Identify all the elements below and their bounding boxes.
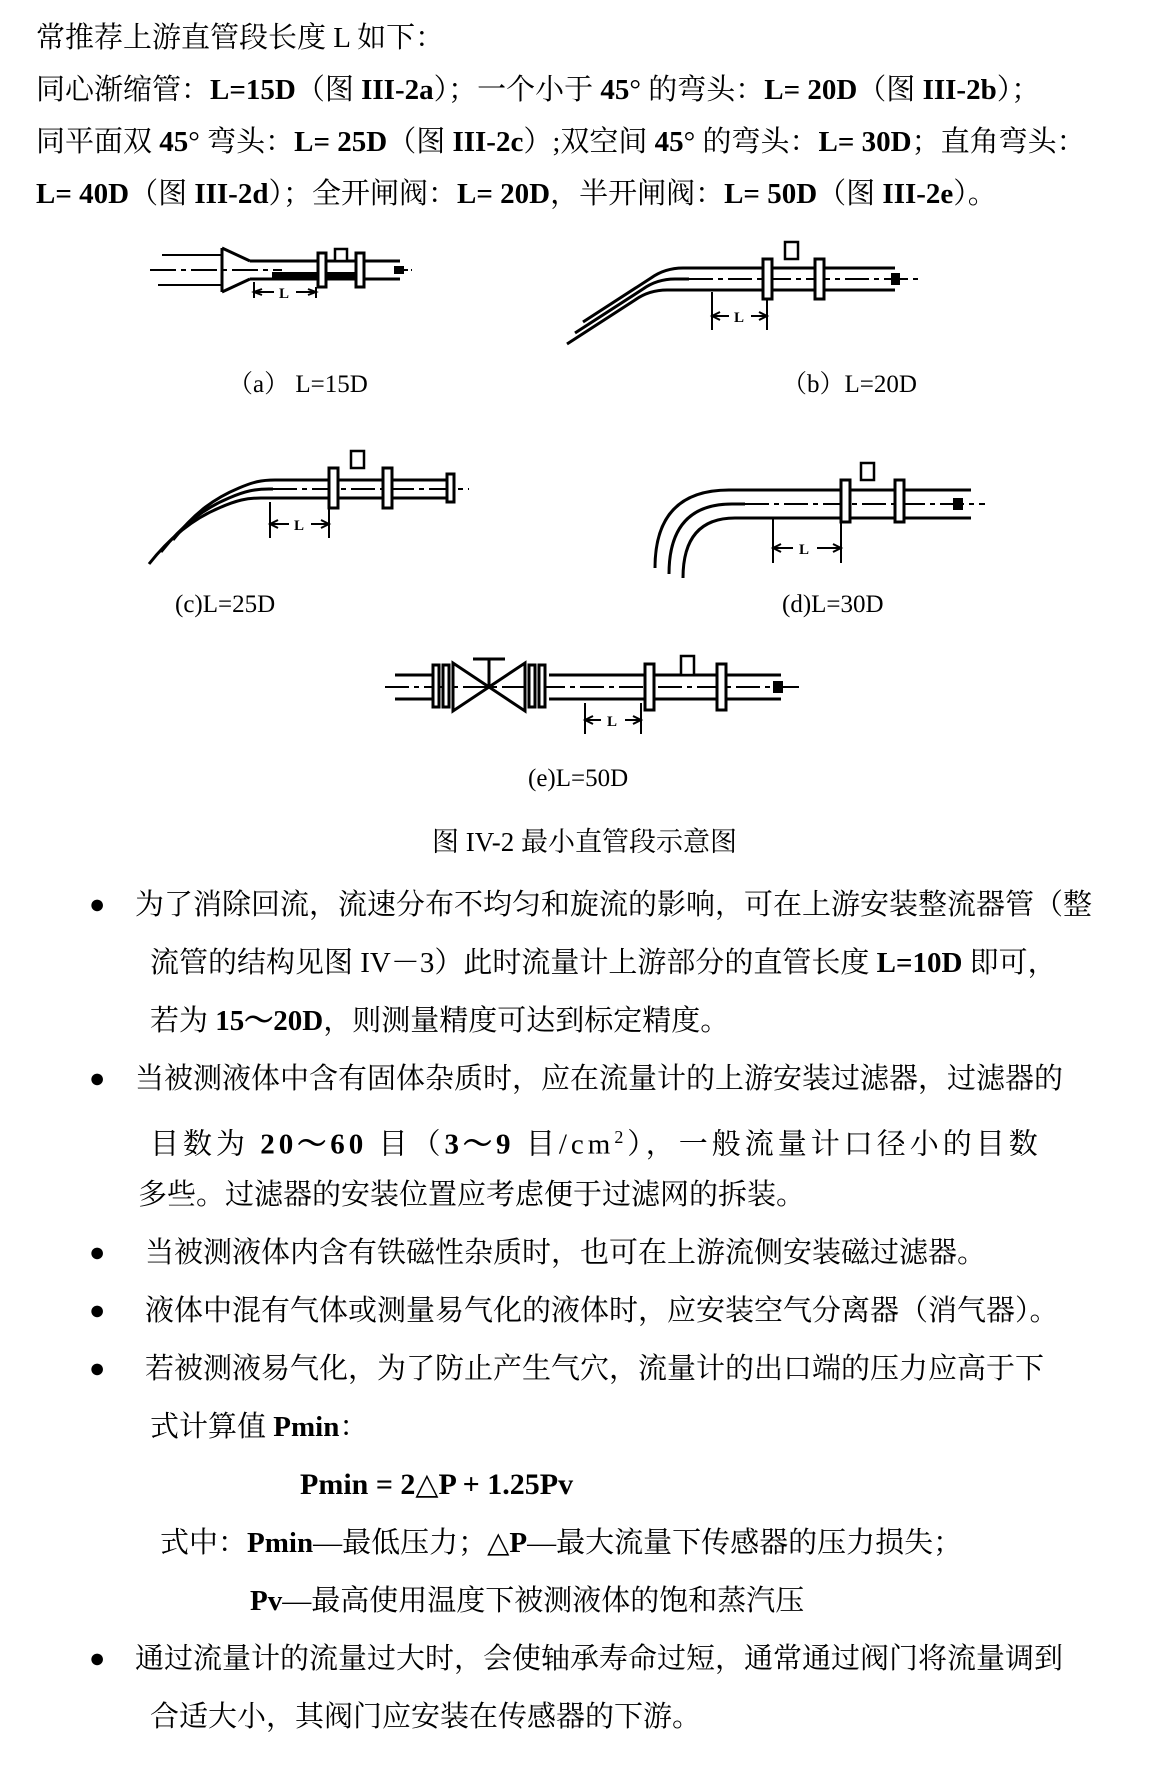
line-text (0, 1108, 1042, 1174)
line-text (0, 1166, 805, 1224)
line-text (0, 1224, 986, 1282)
diagram-c-double-45-bend (143, 438, 473, 578)
end-cap (773, 681, 783, 693)
intro-line (36, 12, 1156, 64)
text-line (0, 1166, 1169, 1224)
diagram-d-right-angle-bend (633, 448, 993, 578)
line-text (0, 1050, 1063, 1108)
text-run: L= 20D (764, 74, 858, 106)
line-text (0, 1398, 368, 1456)
text-run: ）；一个小于 (433, 74, 601, 106)
text-run: ，则测量精度可达到标定精度。 (323, 1005, 730, 1037)
text-run: 同心渐缩管： (36, 74, 211, 106)
sensor-stub (785, 242, 798, 259)
text-run: III-2c (452, 126, 524, 158)
bullet-icon: ● (89, 1353, 106, 1383)
text-run: —最高使用温度下被测液体的饱和蒸汽压 (282, 1585, 805, 1617)
text-run: 若被测液易气化，为了防止产生气穴，流量计的出口端的压力应高于下 (145, 1353, 1045, 1385)
text-line (0, 992, 1169, 1050)
intro-paragraph (36, 12, 1156, 220)
text-run: ° 的弯头： (629, 74, 765, 106)
diagram-b-45-bend (563, 228, 923, 358)
dimension-label: L (734, 310, 745, 326)
dimension-label: L (294, 518, 305, 534)
text-run: ，半开闸阀： (550, 178, 725, 210)
text-line (0, 1282, 1169, 1340)
text-run: L= 40D (36, 178, 130, 210)
text-run: 式计算值 (150, 1411, 274, 1443)
bullet-icon: ● (89, 1643, 106, 1673)
text-run: ： (339, 1411, 369, 1443)
text-run: 式中： (160, 1527, 248, 1559)
line-text (0, 876, 1092, 934)
text-run: L= 25D (294, 126, 388, 158)
text-run: 45 (600, 74, 630, 106)
text-run: （图 (295, 74, 362, 106)
end-cap (394, 266, 404, 274)
line-text (0, 1630, 1063, 1688)
text-run: 流管的结构见图 IV－3）此时流量计上游部分的直管长度 (150, 947, 877, 979)
text-run: 同平面双 (36, 126, 160, 158)
text-run: （图 (129, 178, 195, 210)
text-line (0, 1514, 1169, 1572)
text-line (0, 876, 1169, 934)
text-run: ），一般流量计口径小的目数 (627, 1128, 1042, 1161)
diagram-e-gate-valve (385, 648, 805, 748)
text-run: 45 (159, 126, 189, 158)
text-run: Pmin (247, 1527, 314, 1559)
caption-e: (e)L=50D (528, 765, 629, 792)
text-run: L= 20D (457, 178, 551, 210)
bullet-icon: ● (89, 1063, 106, 1093)
text-run: L=10D (876, 947, 963, 979)
text-line (0, 1630, 1169, 1688)
line-text (0, 1456, 573, 1514)
dimension-label: L (279, 286, 290, 302)
text-run: ）；全开闸阀： (268, 178, 457, 210)
text-run: Pv (250, 1585, 283, 1617)
text-run: 多些。过滤器的安装位置应考虑便于过滤网的拆装。 (138, 1179, 806, 1211)
text-run: 20～60 (260, 1128, 368, 1161)
pipe-shade (272, 272, 358, 278)
text-run: 目数为 (150, 1128, 261, 1161)
text-line (0, 1224, 1169, 1282)
text-run: 3～9 (444, 1128, 515, 1161)
text-run: —最低压力； (313, 1527, 488, 1559)
bullet-icon: ● (89, 889, 106, 919)
text-run: 合适大小，其阀门应安装在传感器的下游。 (150, 1701, 702, 1733)
text-run: ° 的弯头： (683, 126, 819, 158)
text-run: Pmin = 2△P + 1.25Pv (300, 1468, 574, 1501)
text-run: 为了消除回流，流速分布不均匀和旋流的影响，可在上游安装整流器管（整 (135, 889, 1093, 921)
bullet-icon: ● (89, 1237, 106, 1267)
line-text (0, 1282, 1059, 1340)
text-run: ）； (996, 74, 1041, 106)
intro-line (36, 116, 1156, 168)
bullet-icon: ● (89, 1295, 106, 1325)
flanges (841, 480, 904, 522)
dimension-label: L (607, 714, 618, 730)
line-text (0, 1340, 1044, 1398)
text-run: L= 50D (724, 178, 818, 210)
text-line (0, 1050, 1169, 1108)
text-run: 当被测液体内含有铁磁性杂质时，也可在上游流侧安装磁过滤器。 (145, 1237, 987, 1269)
text-run: 目/cm (514, 1128, 615, 1161)
line-text (0, 1514, 962, 1572)
text-run: （图 (817, 178, 883, 210)
text-run: III-2e (882, 178, 954, 210)
text-run: 即可， (962, 947, 1057, 979)
figure-title: 图 IV-2 最小直管段示意图 (431, 827, 737, 857)
text-line (0, 1688, 1169, 1746)
line-text (0, 934, 1057, 992)
flanges (763, 259, 824, 299)
caption-d: (d)L=30D (782, 591, 884, 618)
diagram-a-concentric-reducer (150, 240, 412, 318)
end-cap (953, 498, 963, 510)
text-run: ）。 (953, 178, 997, 210)
caption-b: （b）L=20D (782, 371, 917, 398)
bullet-list (0, 876, 1169, 1746)
text-run: 若为 (150, 1005, 216, 1037)
sensor-stub (861, 463, 874, 480)
sensor-stub (681, 656, 694, 675)
text-line (0, 1572, 1169, 1630)
intro-line (36, 64, 1156, 116)
caption-a: （a） L=15D (228, 371, 368, 398)
intro-line (36, 168, 1156, 220)
dimension-label: L (799, 542, 810, 558)
text-run: 当被测液体中含有固体杂质时，应在流量计的上游安装过滤器，过滤器的 (135, 1063, 1064, 1095)
text-run: ；直角弯头： (911, 126, 1086, 158)
line-text (0, 992, 729, 1050)
sensor-stub (351, 451, 364, 468)
text-run: III-2d (194, 178, 269, 210)
gate-valve-body (453, 659, 525, 711)
text-run: ）;双空间 (523, 126, 655, 158)
text-run: L= 30D (818, 126, 912, 158)
text-run: III-2a (361, 74, 434, 106)
line-text (0, 1572, 804, 1630)
text-run: 2 (614, 1127, 628, 1147)
text-run: （图 (387, 126, 453, 158)
sensor-stub (335, 249, 347, 261)
text-run: 15～20D (215, 1005, 324, 1037)
text-run: ° 弯头： (188, 126, 295, 158)
text-line (0, 1398, 1169, 1456)
text-run: —最大流量下传感器的压力损失； (527, 1527, 963, 1559)
line-text (0, 1688, 701, 1746)
text-run: △P (487, 1527, 528, 1559)
text-run: L=15D (210, 74, 296, 106)
text-run: 液体中混有气体或测量易气化的液体时，应安装空气分离器（消气器）。 (145, 1295, 1059, 1327)
formula-line (0, 1456, 1169, 1514)
text-run: 通过流量计的流量过大时，会使轴承寿命过短，通常通过阀门将流量调到 (135, 1643, 1064, 1675)
text-line (0, 1108, 1169, 1166)
text-run: 45 (654, 126, 684, 158)
text-run: III-2b (922, 74, 997, 106)
caption-c: (c)L=25D (175, 591, 276, 618)
text-run: （图 (857, 74, 923, 106)
end-flange (447, 474, 454, 502)
end-cap (891, 273, 900, 285)
text-line (0, 934, 1169, 992)
text-line (0, 1340, 1169, 1398)
text-run: Pmin (273, 1411, 340, 1443)
text-run: 常推荐上游直管段长度 L 如下： (36, 22, 445, 54)
text-run: 目（ (367, 1128, 445, 1161)
